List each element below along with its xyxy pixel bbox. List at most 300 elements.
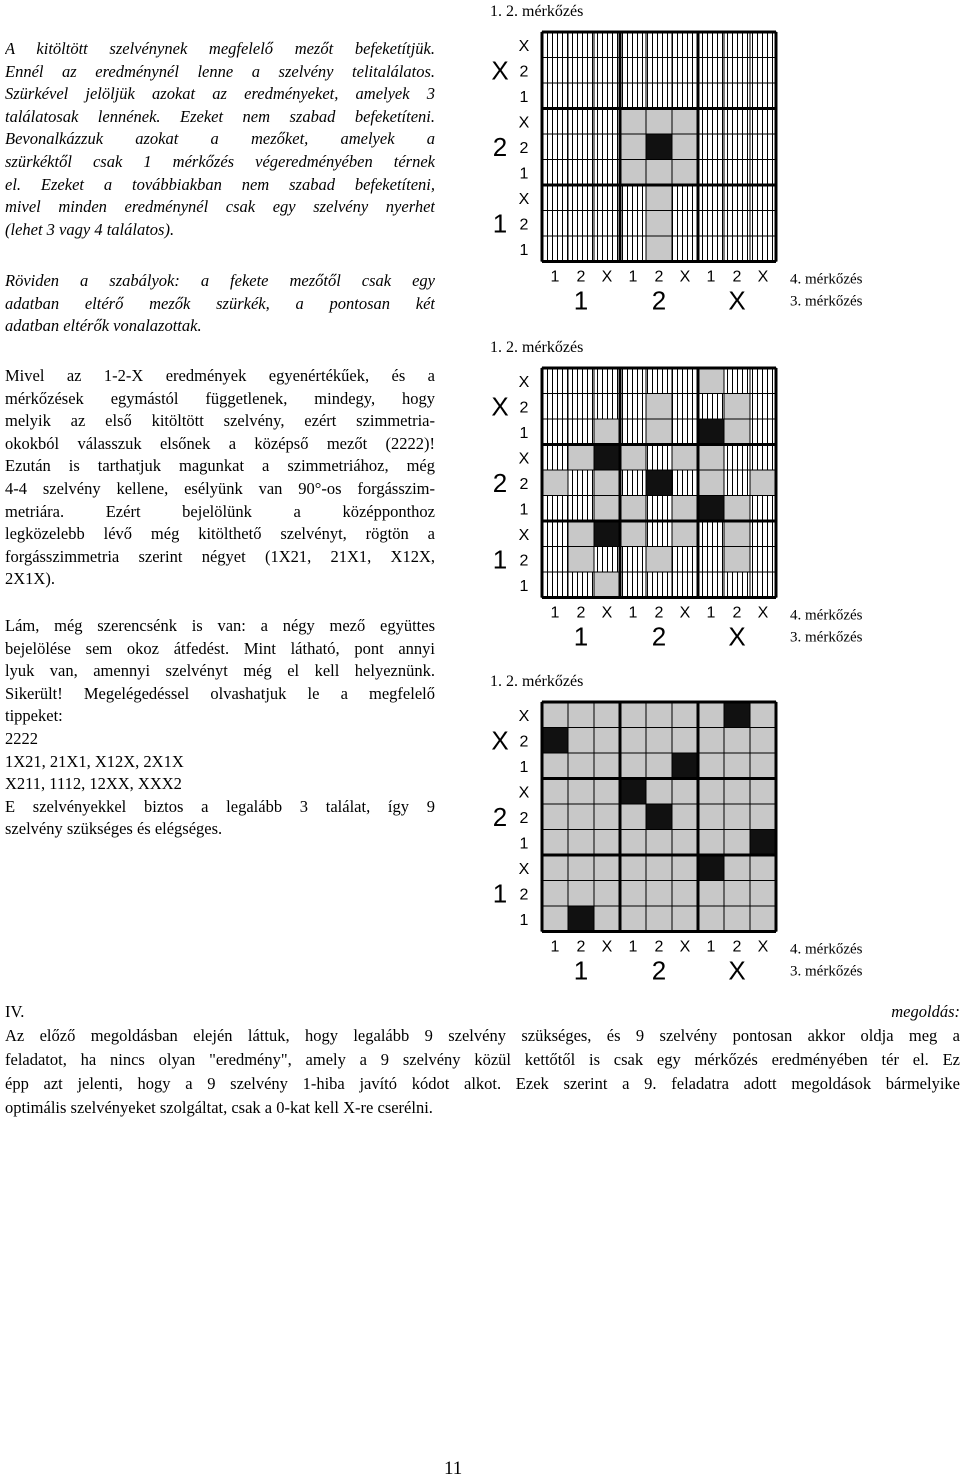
hatched-cell <box>724 58 750 84</box>
gray-cell <box>620 830 646 856</box>
gray-cell <box>724 728 750 754</box>
hatched-cell <box>646 368 672 394</box>
hatched-cell <box>568 470 594 496</box>
gray-cell <box>750 881 776 907</box>
hatched-cell <box>542 394 568 420</box>
gray-cell <box>750 728 776 754</box>
gray-cell <box>646 419 672 445</box>
hatched-cell <box>542 445 568 471</box>
hatched-cell <box>750 109 776 135</box>
gray-cell <box>542 881 568 907</box>
gray-cell <box>568 728 594 754</box>
row-label-outer: 1 <box>492 208 508 239</box>
text-line: E szelvényekkel biztos a legalább 3 találat, így 9 <box>5 796 435 816</box>
row-label-inner: X <box>518 707 530 725</box>
row-label-inner: 2 <box>519 399 529 417</box>
text-line: metriára. Ezért bejelölünk a középponthoz <box>5 501 435 521</box>
hatched-cell <box>568 394 594 420</box>
gray-cell <box>672 881 698 907</box>
col-label-outer: 1 <box>573 955 589 986</box>
gray-cell <box>568 702 594 728</box>
hatched-cell <box>620 419 646 445</box>
hatched-cell <box>672 470 698 496</box>
gray-cell <box>568 521 594 547</box>
hatched-cell <box>750 58 776 84</box>
hatched-cell <box>568 368 594 394</box>
hatched-cell <box>750 134 776 160</box>
row-label-inner: X <box>518 784 530 802</box>
hatched-cell <box>698 236 724 262</box>
gray-cell <box>724 855 750 881</box>
hatched-cell <box>542 58 568 84</box>
filled-cell <box>698 419 724 445</box>
gray-cell <box>672 830 698 856</box>
gray-cell <box>724 779 750 805</box>
hatched-cell <box>750 83 776 109</box>
col-label-inner: 2 <box>654 268 664 286</box>
page-number: 11 <box>444 1458 463 1479</box>
col-label-inner: 2 <box>654 938 664 956</box>
col-label-outer: X <box>728 621 746 652</box>
hatched-cell <box>620 368 646 394</box>
hatched-cell <box>568 236 594 262</box>
hatched-cell <box>568 32 594 58</box>
hatched-cell <box>698 109 724 135</box>
text-line: X211, 1112, 12XX, XXX2 <box>5 774 182 794</box>
hatched-cell <box>594 83 620 109</box>
row-label-inner: X <box>518 450 530 468</box>
hatched-cell <box>672 547 698 573</box>
board-header: 1. 2. mérkőzés <box>490 3 584 20</box>
text-line: A kitöltött szelvénynek megfelelő mezőt befeketítjük. <box>5 39 435 58</box>
hatched-cell <box>698 32 724 58</box>
gray-cell <box>698 728 724 754</box>
row-label-inner: X <box>518 860 530 878</box>
hatched-cell <box>568 419 594 445</box>
gray-cell <box>724 521 750 547</box>
gray-cell <box>672 779 698 805</box>
text-line: szelvény szükséges és elégséges. <box>5 819 223 839</box>
col-label-inner: 1 <box>706 938 716 956</box>
text-line: Sikerült! Megelégedéssel olvashatjuk le a megfelelő <box>5 683 435 703</box>
gray-cell <box>646 185 672 211</box>
row-label-outer: 2 <box>492 801 508 832</box>
gray-cell <box>594 419 620 445</box>
gray-cell <box>594 470 620 496</box>
hatched-cell <box>594 185 620 211</box>
col-label-inner: 1 <box>550 604 560 622</box>
col-label-inner: X <box>757 604 769 622</box>
hatched-cell <box>542 368 568 394</box>
text-line: 2X1X). <box>5 569 55 589</box>
gray-cell <box>724 547 750 573</box>
gray-cell <box>620 906 646 932</box>
hatched-cell <box>698 58 724 84</box>
filled-cell <box>750 830 776 856</box>
hatched-cell <box>750 419 776 445</box>
hatched-cell <box>646 58 672 84</box>
gray-cell <box>568 804 594 830</box>
filled-cell <box>698 855 724 881</box>
filled-cell <box>646 804 672 830</box>
gray-cell <box>698 906 724 932</box>
row-label-inner: 1 <box>519 835 529 853</box>
hatched-cell <box>724 83 750 109</box>
gray-cell <box>542 830 568 856</box>
gray-cell <box>620 445 646 471</box>
hatched-cell <box>672 58 698 84</box>
match-4-label: 4. mérkőzés <box>790 607 863 624</box>
hatched-cell <box>724 236 750 262</box>
filled-cell <box>646 470 672 496</box>
gray-cell <box>698 702 724 728</box>
row-label-inner: X <box>518 373 530 391</box>
match-4-label: 4. mérkőzés <box>790 271 863 288</box>
hatched-cell <box>672 368 698 394</box>
gray-cell <box>724 804 750 830</box>
col-label-inner: X <box>601 268 613 286</box>
col-label-inner: 2 <box>732 938 742 956</box>
hatched-cell <box>568 58 594 84</box>
gray-cell <box>724 394 750 420</box>
filled-cell <box>594 445 620 471</box>
filled-cell <box>698 496 724 522</box>
match-4-label: 4. mérkőzés <box>790 941 863 958</box>
text-line: Mivel az 1-2-X eredmények egyenértékűek, és a <box>5 366 435 385</box>
gray-cell <box>568 547 594 573</box>
gray-cell <box>620 881 646 907</box>
gray-cell <box>620 804 646 830</box>
gray-cell <box>646 881 672 907</box>
text-line: 4-4 szelvény kellene, esélyünk van 90°-os forgásszim- <box>5 478 435 498</box>
hatched-cell <box>698 185 724 211</box>
row-label-inner: X <box>518 526 530 544</box>
col-label-inner: X <box>601 604 613 622</box>
row-label-inner: 1 <box>519 241 529 259</box>
col-label-inner: 1 <box>628 268 638 286</box>
gray-cell <box>698 830 724 856</box>
gray-cell <box>698 445 724 471</box>
hatched-cell <box>594 160 620 186</box>
solution-line-1: Az előző megoldásban elején láttuk, hogy legalább 9 szelvény szükséges, és 9 szelvény pontosan akkor oldja meg a <box>5 1026 960 1045</box>
solution-line-4: optimális szelvényeket szolgáltat, csak a 0-kat kell X-re cserélni. <box>5 1098 433 1117</box>
solution-heading-title: megoldás: <box>891 1002 960 1021</box>
hatched-cell <box>568 109 594 135</box>
hatched-cell <box>672 83 698 109</box>
gray-cell <box>672 804 698 830</box>
filled-cell <box>724 702 750 728</box>
gray-cell <box>542 779 568 805</box>
row-label-inner: 2 <box>519 139 529 157</box>
gray-cell <box>672 496 698 522</box>
hatched-cell <box>750 394 776 420</box>
hatched-cell <box>672 211 698 237</box>
solution-heading-number: IV. <box>5 1002 25 1021</box>
row-label-inner: 2 <box>519 63 529 81</box>
hatched-cell <box>672 185 698 211</box>
hatched-cell <box>594 134 620 160</box>
gray-cell <box>568 779 594 805</box>
gray-cell <box>542 855 568 881</box>
hatched-cell <box>724 185 750 211</box>
hatched-cell <box>646 32 672 58</box>
col-label-inner: 2 <box>654 604 664 622</box>
hatched-cell <box>724 134 750 160</box>
row-label-inner: X <box>518 37 530 55</box>
gray-cell <box>594 702 620 728</box>
row-label-inner: 1 <box>519 88 529 106</box>
hatched-cell <box>568 211 594 237</box>
col-label-inner: 2 <box>732 604 742 622</box>
hatched-cell <box>724 368 750 394</box>
hatched-cell <box>542 185 568 211</box>
text-line: mivel minden eredménynél csak egy szelvény nyerhet <box>5 197 435 217</box>
gray-cell <box>620 496 646 522</box>
col-label-inner: 1 <box>628 604 638 622</box>
hatched-cell <box>750 236 776 262</box>
row-label-inner: 1 <box>519 424 529 442</box>
row-label-inner: 2 <box>519 809 529 827</box>
hatched-cell <box>542 496 568 522</box>
board-header: 1. 2. mérkőzés <box>490 673 584 690</box>
gray-cell <box>724 496 750 522</box>
filled-cell <box>672 753 698 779</box>
gray-cell <box>568 830 594 856</box>
row-label-inner: 1 <box>519 758 529 776</box>
gray-cell <box>620 753 646 779</box>
hatched-cell <box>620 185 646 211</box>
col-label-inner: 2 <box>576 938 586 956</box>
row-label-inner: 2 <box>519 886 529 904</box>
text-line: Bevonalkázzuk azokat a mezőket, amelyek a <box>5 129 435 149</box>
hatched-cell <box>568 160 594 186</box>
gray-cell <box>672 109 698 135</box>
gray-cell <box>594 830 620 856</box>
hatched-cell <box>724 160 750 186</box>
text-line: 2222 <box>5 728 38 748</box>
gray-cell <box>750 753 776 779</box>
gray-cell <box>698 753 724 779</box>
row-label-inner: X <box>518 190 530 208</box>
hatched-cell <box>542 134 568 160</box>
gray-cell <box>698 881 724 907</box>
gray-cell <box>620 160 646 186</box>
hatched-cell <box>698 572 724 598</box>
hatched-cell <box>646 572 672 598</box>
hatched-cell <box>594 58 620 84</box>
hatched-cell <box>568 185 594 211</box>
col-label-inner: X <box>679 604 691 622</box>
gray-cell <box>620 728 646 754</box>
gray-cell <box>646 779 672 805</box>
gray-cell <box>750 906 776 932</box>
hatched-cell <box>698 160 724 186</box>
gray-cell <box>672 521 698 547</box>
hatched-cell <box>620 547 646 573</box>
gray-cell <box>620 521 646 547</box>
text-line: okokból válasszuk elsőnek a középső mezőt (2222)! <box>5 433 435 453</box>
hatched-cell <box>594 236 620 262</box>
gray-cell <box>698 368 724 394</box>
gray-cell <box>646 160 672 186</box>
hatched-cell <box>594 109 620 135</box>
hatched-cell <box>594 547 620 573</box>
gray-cell <box>724 830 750 856</box>
col-label-inner: X <box>757 938 769 956</box>
hatched-cell <box>698 211 724 237</box>
hatched-cell <box>594 211 620 237</box>
filled-cell <box>646 134 672 160</box>
hatched-cell <box>750 185 776 211</box>
col-label-inner: X <box>679 938 691 956</box>
hatched-cell <box>542 572 568 598</box>
hatched-cell <box>698 521 724 547</box>
col-label-outer: 1 <box>573 621 589 652</box>
filled-cell <box>568 906 594 932</box>
row-label-inner: 2 <box>519 475 529 493</box>
col-label-outer: X <box>728 955 746 986</box>
col-label-inner: 2 <box>576 268 586 286</box>
text-line: Lám, még szerencsénk is van: a négy mező együttes <box>5 616 435 635</box>
hatched-cell <box>672 236 698 262</box>
hatched-cell <box>620 236 646 262</box>
hatched-cell <box>750 211 776 237</box>
col-label-inner: 1 <box>706 268 716 286</box>
text-line: Röviden a szabályok: a fekete mezőtől csak egy <box>5 271 435 290</box>
text-line: (lehet 3 vagy 4 találatos). <box>5 219 175 239</box>
hatched-cell <box>672 32 698 58</box>
text-line: találatosak lennének. Ezeket nem szabad befeketíteni. <box>5 106 435 126</box>
hatched-cell <box>750 521 776 547</box>
row-label-inner: X <box>518 114 530 132</box>
gray-cell <box>620 855 646 881</box>
gray-cell <box>750 470 776 496</box>
text-line: el. Ezeket a továbbiakban nem szabad befeketíteni, <box>5 174 435 194</box>
hatched-cell <box>698 547 724 573</box>
hatched-cell <box>724 445 750 471</box>
hatched-cell <box>750 572 776 598</box>
gray-cell <box>724 881 750 907</box>
filled-cell <box>542 728 568 754</box>
row-label-inner: 2 <box>519 216 529 234</box>
gray-cell <box>542 753 568 779</box>
gray-cell <box>620 109 646 135</box>
solution-line-3: épp azt jelenti, hogy a 9 szelvény 1-hiba javító kódot alkot. Ezek szerint a 9. feladatra adott megoldások bármelyike <box>5 1074 960 1093</box>
gray-cell <box>594 804 620 830</box>
row-label-outer: 1 <box>492 878 508 909</box>
gray-cell <box>724 906 750 932</box>
hatched-cell <box>620 32 646 58</box>
gray-cell <box>646 753 672 779</box>
col-label-outer: 2 <box>651 621 667 652</box>
gray-cell <box>672 906 698 932</box>
hatched-cell <box>542 83 568 109</box>
gray-cell <box>594 779 620 805</box>
gray-cell <box>750 804 776 830</box>
gray-cell <box>646 211 672 237</box>
hatched-cell <box>750 160 776 186</box>
solution-line-2: feladatot, ha nincs olyan "eredmény", amely a 9 szelvény közül kettőtől is csak egy mérkőzés eredményében tér el. Ez <box>5 1050 960 1069</box>
hatched-cell <box>750 445 776 471</box>
text-line: forgásszimmetria szerint négyet (1X21, 21X1, X12X, <box>5 546 435 566</box>
row-label-inner: 1 <box>519 501 529 519</box>
hatched-cell <box>542 547 568 573</box>
hatched-cell <box>568 134 594 160</box>
col-label-outer: 1 <box>573 285 589 316</box>
gray-cell <box>646 394 672 420</box>
hatched-cell <box>620 572 646 598</box>
hatched-cell <box>672 394 698 420</box>
text-line: szürkéktől csak 1 mérkőzés végeredményében térnek <box>5 151 435 171</box>
match-3-label: 3. mérkőzés <box>790 293 863 310</box>
filled-cell <box>594 521 620 547</box>
gray-cell <box>698 779 724 805</box>
gray-cell <box>672 445 698 471</box>
hatched-cell <box>724 211 750 237</box>
board-header: 1. 2. mérkőzés <box>490 339 584 356</box>
hatched-cell <box>750 368 776 394</box>
hatched-cell <box>750 496 776 522</box>
hatched-cell <box>620 394 646 420</box>
hatched-cell <box>620 83 646 109</box>
row-label-outer: X <box>491 725 509 756</box>
gray-cell <box>646 547 672 573</box>
gray-cell <box>542 804 568 830</box>
hatched-cell <box>750 32 776 58</box>
row-label-outer: 2 <box>492 467 508 498</box>
text-line: tippeket: <box>5 706 63 726</box>
gray-cell <box>672 855 698 881</box>
hatched-cell <box>594 394 620 420</box>
col-label-inner: X <box>601 938 613 956</box>
hatched-cell <box>724 470 750 496</box>
text-line: bejelölése sem okoz átfedést. Mint látható, pont annyi <box>5 638 435 658</box>
row-label-inner: 2 <box>519 733 529 751</box>
text-line: Ennél az eredménynél lenne a szelvény telitalálatos. <box>5 61 435 81</box>
row-label-outer: X <box>491 55 509 86</box>
gray-cell <box>750 779 776 805</box>
gray-cell <box>646 728 672 754</box>
gray-cell <box>620 134 646 160</box>
gray-cell <box>724 753 750 779</box>
hatched-cell <box>542 160 568 186</box>
hatched-cell <box>698 83 724 109</box>
col-label-inner: X <box>679 268 691 286</box>
hatched-cell <box>620 470 646 496</box>
text-line: Szürkével jelöljük azokat az eredményeket, amelyek 3 <box>5 84 435 104</box>
gray-cell <box>542 470 568 496</box>
gray-cell <box>698 470 724 496</box>
hatched-cell <box>620 211 646 237</box>
col-label-inner: 1 <box>550 268 560 286</box>
row-label-inner: 2 <box>519 552 529 570</box>
hatched-cell <box>672 419 698 445</box>
hatched-cell <box>542 211 568 237</box>
filled-cell <box>620 779 646 805</box>
gray-cell <box>698 804 724 830</box>
solution-heading <box>5 1000 960 1024</box>
row-label-inner: 1 <box>519 911 529 929</box>
hatched-cell <box>750 547 776 573</box>
col-label-inner: 1 <box>550 938 560 956</box>
row-label-inner: 1 <box>519 577 529 595</box>
text-line: mérkőzések egymástól függetlenek, mindegy, hogy <box>5 388 435 408</box>
gray-cell <box>724 419 750 445</box>
hatched-cell <box>724 109 750 135</box>
gray-cell <box>594 881 620 907</box>
gray-cell <box>594 906 620 932</box>
gray-cell <box>646 236 672 262</box>
